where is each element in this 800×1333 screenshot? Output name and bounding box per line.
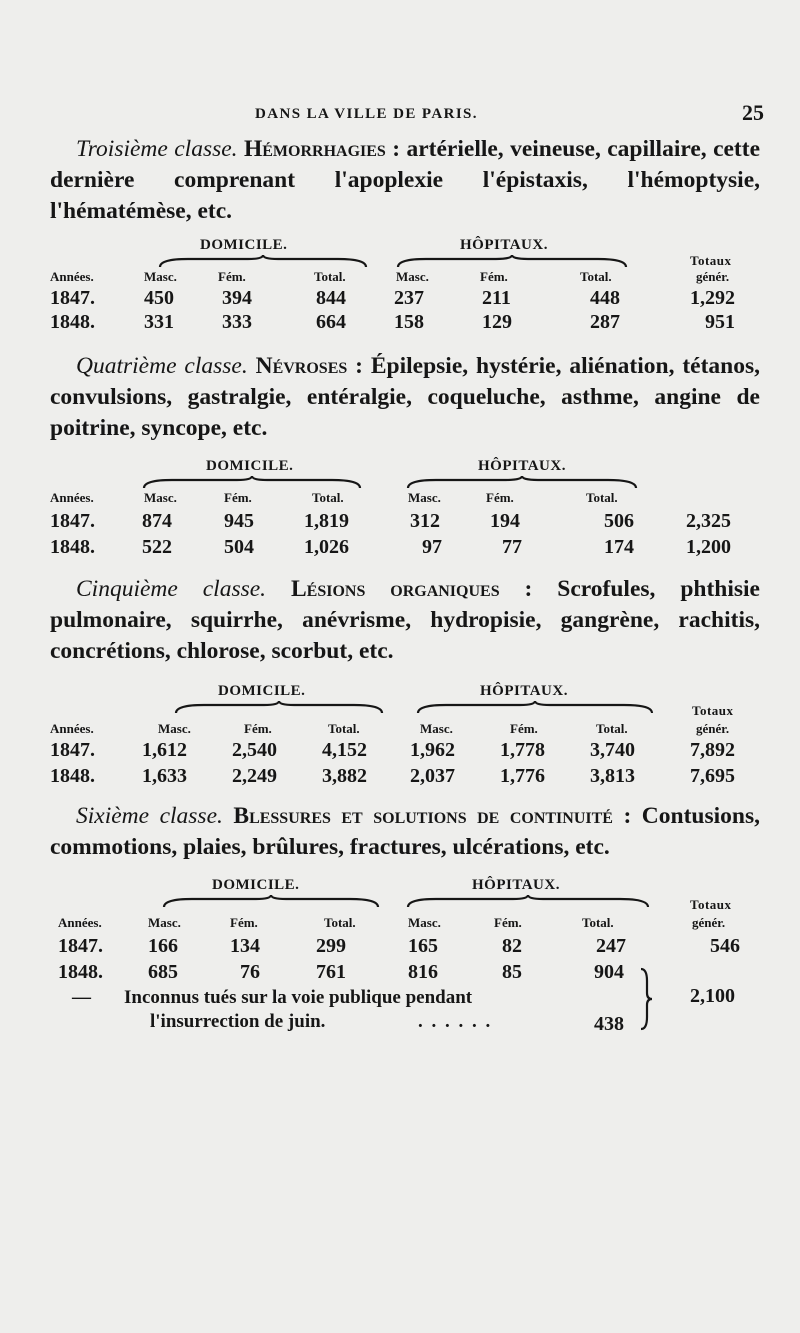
group-domicile: DOMICILE. (206, 458, 294, 474)
cell: 7,892 (690, 739, 735, 761)
col-fem: Fém. (244, 721, 272, 736)
cell: 816 (408, 961, 438, 983)
section-topic: Lésions organiques (290, 576, 500, 602)
col-years: Années. (58, 915, 102, 930)
cell: 2,037 (410, 765, 455, 787)
cell-year: 1848. (58, 961, 103, 983)
cell: 85 (502, 961, 522, 983)
table-row (50, 311, 760, 335)
group-domicile: DOMICILE. (218, 683, 306, 699)
cell: 165 (408, 935, 438, 957)
cell: 1,612 (142, 739, 187, 761)
cell: 166 (148, 935, 178, 957)
col-total: Total. (596, 721, 628, 736)
statistics-table (50, 667, 760, 787)
table-row (50, 765, 760, 789)
class-label: Cinquième classe. (76, 576, 267, 602)
section-description: : Scrofules, phthisie pulmonaire, squirrhe, anévrisme, hydropisie, gangrène, rachitis, concrétions, chlorose, scorbut, etc. (50, 576, 760, 664)
book-page (50, 98, 764, 1047)
col-years: Années. (50, 721, 94, 736)
cell: 331 (144, 311, 174, 333)
page-number: 25 (742, 100, 764, 125)
col-masc: Masc. (148, 915, 181, 930)
hopitaux-brace (406, 476, 638, 490)
table-row (50, 536, 760, 560)
domicile-brace (174, 701, 384, 715)
col-total: Total. (328, 721, 360, 736)
section-paragraph (50, 134, 760, 227)
section-paragraph (50, 574, 760, 667)
section-description: : artérielle, veineuse, capillaire, cette dernière comprenant l'apoplexie l'épistaxis, l'hémoptysie, l'hématémèse, etc. (50, 136, 761, 224)
cell: 333 (222, 311, 252, 333)
col-totals: génér. (696, 721, 730, 736)
cell: 1,778 (500, 739, 545, 761)
col-fem: Fém. (224, 490, 252, 505)
cell: 312 (410, 510, 440, 532)
footnote-value: 438 (594, 1013, 624, 1035)
hopitaux-brace (406, 895, 650, 909)
statistics-table (50, 863, 760, 1033)
cell: 97 (422, 536, 442, 558)
domicile-brace (158, 255, 368, 269)
section-topic: Névroses (255, 353, 348, 379)
cell: 1,026 (304, 536, 349, 558)
col-total: Total. (580, 269, 612, 284)
cell-year: 1847. (50, 739, 95, 761)
cell: 664 (316, 311, 346, 333)
totals-header-1: Totaux (690, 897, 732, 912)
cell-year: 1848. (50, 311, 95, 333)
cell: 134 (230, 935, 260, 957)
cell: 2,540 (232, 739, 277, 761)
col-total: Total. (586, 490, 618, 505)
totals-header-1: Totaux (690, 253, 732, 268)
col-fem: Fém. (486, 490, 514, 505)
cell: 394 (222, 287, 252, 309)
domicile-brace (142, 476, 362, 490)
cell: 194 (490, 510, 520, 532)
col-totals: génér. (692, 915, 726, 930)
col-total: Total. (314, 269, 346, 284)
col-total: Total. (324, 915, 356, 930)
cell-year: 1847. (58, 935, 103, 957)
class-label: Troisième classe. (76, 136, 238, 162)
col-years: Années. (50, 269, 94, 284)
cell: 504 (224, 536, 254, 558)
col-fem: Fém. (230, 915, 258, 930)
group-hopitaux: HÔPITAUX. (478, 458, 566, 474)
col-masc: Masc. (408, 915, 441, 930)
domicile-brace (162, 895, 380, 909)
cell: 237 (394, 287, 424, 309)
cell: 299 (316, 935, 346, 957)
table-row (50, 287, 760, 311)
table-row (50, 935, 760, 959)
cell: 904 (594, 961, 624, 983)
statistics-table (50, 227, 760, 337)
bracket-total: 2,100 (690, 985, 735, 1007)
col-masc: Masc. (158, 721, 191, 736)
cell: 158 (394, 311, 424, 333)
cell: 3,813 (590, 765, 635, 787)
section-topic: Blessures et solutions de continuité (233, 803, 613, 829)
cell: 874 (142, 510, 172, 532)
class-label: Sixième classe. (76, 803, 223, 829)
cell: 546 (710, 935, 740, 957)
class-label: Quatrième classe. (76, 353, 248, 379)
group-domicile: DOMICILE. (212, 877, 300, 893)
right-brace (638, 967, 654, 1031)
cell: 7,695 (690, 765, 735, 787)
col-masc: Masc. (408, 490, 441, 505)
cell: 287 (590, 311, 620, 333)
cell: 3,740 (590, 739, 635, 761)
section-topic: Hémorrhagies (243, 136, 386, 162)
cell: 450 (144, 287, 174, 309)
cell: 951 (705, 311, 735, 333)
col-fem: Fém. (494, 915, 522, 930)
running-title: DANS LA VILLE DE PARIS. (255, 106, 478, 122)
cell: 945 (224, 510, 254, 532)
group-hopitaux: HÔPITAUX. (480, 683, 568, 699)
col-years: Années. (50, 490, 94, 505)
cell: 1,962 (410, 739, 455, 761)
group-hopitaux: HÔPITAUX. (472, 877, 560, 893)
cell-year: 1848. (50, 536, 95, 558)
cell: 844 (316, 287, 346, 309)
cell: 174 (604, 536, 634, 558)
cell: 506 (604, 510, 634, 532)
statistics-table (50, 444, 760, 560)
col-masc: Masc. (144, 269, 177, 284)
hopitaux-brace (396, 255, 628, 269)
col-total: Total. (582, 915, 614, 930)
cell: 2,325 (686, 510, 731, 532)
section-description: : Contusions, commotions, plaies, brûlures, fractures, ulcérations, etc. (50, 803, 760, 860)
cell: 247 (596, 935, 626, 957)
cell: 761 (316, 961, 346, 983)
cell: 685 (148, 961, 178, 983)
totals-header-1: Totaux (692, 703, 734, 718)
footnote-dash: — (72, 987, 91, 1008)
footnote-line-2: l'insurrection de juin. (150, 1011, 326, 1032)
col-fem: Fém. (480, 269, 508, 284)
cell: 129 (482, 311, 512, 333)
footnote-dots: . . . . . . (418, 1011, 493, 1032)
cell: 3,882 (322, 765, 367, 787)
cell: 1,633 (142, 765, 187, 787)
page-header (50, 98, 764, 134)
section-description: : Épilepsie, hystérie, aliénation, tétanos, convulsions, gastralgie, entéralgie, coqueluche, asthme, angine de poitrine, syncope, etc. (50, 353, 761, 441)
cell: 4,152 (322, 739, 367, 761)
table-row (50, 510, 760, 534)
cell: 77 (502, 536, 522, 558)
table-row (50, 739, 760, 763)
col-totals: génér. (696, 269, 730, 284)
group-hopitaux: HÔPITAUX. (460, 237, 548, 253)
col-masc: Masc. (396, 269, 429, 284)
hopitaux-brace (416, 701, 654, 715)
col-masc: Masc. (420, 721, 453, 736)
cell: 1,776 (500, 765, 545, 787)
cell-year: 1847. (50, 510, 95, 532)
cell: 522 (142, 536, 172, 558)
col-fem: Fém. (218, 269, 246, 284)
cell-year: 1848. (50, 765, 95, 787)
cell: 1,292 (690, 287, 735, 309)
cell: 1,819 (304, 510, 349, 532)
cell: 2,249 (232, 765, 277, 787)
cell: 76 (240, 961, 260, 983)
cell: 82 (502, 935, 522, 957)
section-paragraph (50, 351, 760, 444)
group-domicile: DOMICILE. (200, 237, 288, 253)
col-fem: Fém. (510, 721, 538, 736)
section-paragraph (50, 801, 760, 863)
footnote-line-1: Inconnus tués sur la voie publique pendant (124, 987, 473, 1008)
cell: 1,200 (686, 536, 731, 558)
col-masc: Masc. (144, 490, 177, 505)
cell: 448 (590, 287, 620, 309)
col-total: Total. (312, 490, 344, 505)
cell-year: 1847. (50, 287, 95, 309)
cell: 211 (482, 287, 511, 309)
